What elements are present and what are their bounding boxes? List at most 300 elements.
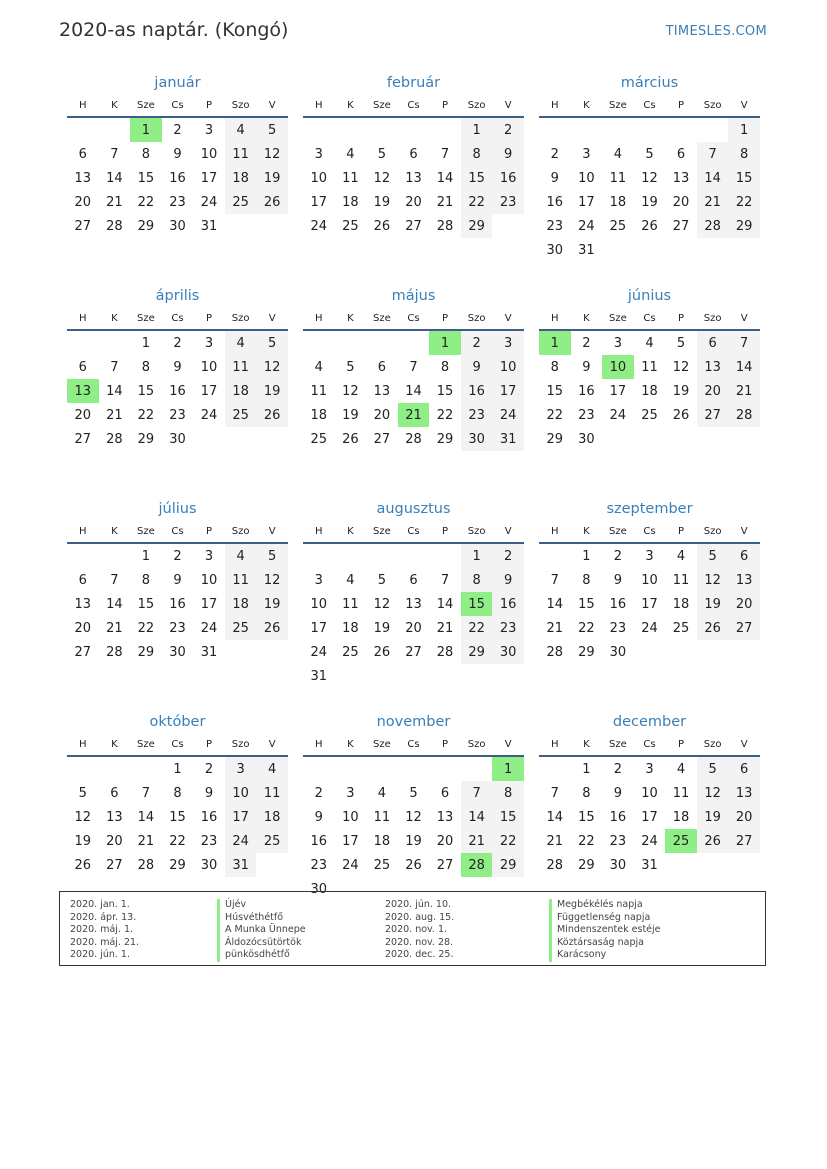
weekday-label: K [347,738,354,750]
day-cell: 6 [110,785,119,801]
weekday-header [303,733,524,757]
weekday-label: Cs [643,525,656,537]
day-cell: 23 [310,857,328,873]
month-calendar [67,498,288,711]
day-cell: 4 [676,548,686,564]
day-cell: 7 [409,359,418,375]
day-cell: 3 [346,785,355,801]
weekday-label: V [740,525,748,537]
month-title: július [158,501,197,517]
holiday-day-cell: 1 [130,118,162,142]
day-cell: 19 [342,407,359,423]
empty-cell [398,757,430,781]
day-cell: 30 [461,427,493,451]
weekday-label: Szo [703,525,722,537]
holiday-name: Mindenszentek estéje [557,924,661,936]
month-calendar [303,72,524,285]
day-cell: 20 [405,194,422,210]
day-cell: 21 [106,194,123,210]
day-cell: 7 [110,572,119,588]
day-cell: 13 [74,596,92,612]
day-cell: 9 [173,146,182,162]
day-cell: 14 [436,596,454,612]
weekday-label: Szo [467,312,486,324]
day-cell: 19 [697,592,729,616]
day-cell: 2 [492,544,524,568]
day-cell: 11 [373,809,391,825]
day-cell: 28 [436,644,454,660]
day-cell: 22 [137,620,155,636]
day-cell: 4 [377,785,387,801]
day-cell: 20 [74,620,92,636]
month-calendar [303,498,524,711]
day-cell: 9 [492,142,524,166]
day-cell: 3 [645,548,654,564]
day-cell: 21 [697,190,729,214]
day-cell: 8 [582,785,591,801]
holiday-name: Megbékélés napja [557,899,643,910]
empty-cell [335,757,367,781]
day-cell: 13 [405,596,422,612]
day-grid [67,331,288,451]
holiday-date: 2020. nov. 28. [385,936,454,948]
weekday-label: K [111,99,118,111]
weekday-label: V [504,525,512,537]
weekday-label: Szo [703,312,722,324]
holiday-date: 2020. jan. 1. [70,899,130,910]
day-cell: 5 [645,146,654,162]
day-cell: 10 [492,355,524,379]
day-cell: 11 [609,170,627,186]
day-cell: 16 [169,170,186,186]
day-cell: 18 [373,833,391,849]
day-cell: 20 [74,194,92,210]
day-cell: 3 [204,548,214,564]
day-cell: 9 [173,359,182,375]
weekday-label: Sze [373,738,391,750]
day-cell: 15 [461,166,493,190]
weekday-label: K [347,312,354,324]
day-cell: 20 [672,194,690,210]
day-cell: 7 [440,572,450,588]
weekday-label: Szo [231,738,250,750]
day-cell: 2 [173,122,182,138]
month-calendar [67,72,288,285]
day-cell: 30 [609,857,627,873]
day-grid [67,757,288,877]
empty-cell [366,118,398,142]
day-cell: 20 [106,833,123,849]
day-cell: 7 [110,146,119,162]
day-cell: 16 [492,592,524,616]
holiday-date: 2020. aug. 15. [385,911,455,923]
day-cell: 28 [106,431,123,447]
month-title: november [376,714,451,730]
holiday-legend [59,891,766,966]
day-cell: 2 [204,761,214,777]
day-cell: 13 [373,383,391,399]
day-cell: 19 [641,194,658,210]
day-cell: 6 [78,572,87,588]
day-cell: 22 [436,407,454,423]
day-cell: 6 [409,146,418,162]
empty-cell [99,544,131,568]
day-cell: 12 [342,383,359,399]
day-cell: 29 [137,644,155,660]
month-title: január [154,75,201,91]
holiday-name: Újév [225,899,247,910]
weekday-label: H [551,738,559,750]
day-cell: 4 [613,146,623,162]
day-cell: 10 [641,572,658,588]
day-cell: 23 [169,407,186,423]
day-cell: 13 [697,355,729,379]
day-cell: 29 [169,857,186,873]
day-cell: 8 [141,572,151,588]
holiday-date: 2020. máj. 1. [70,924,134,936]
weekday-label: K [347,99,354,111]
holiday-name: Függetlenség napja [557,911,651,923]
day-cell: 11 [310,383,328,399]
day-cell: 23 [609,833,627,849]
weekday-label: K [347,525,354,537]
day-cell: 20 [373,407,391,423]
empty-cell [303,118,335,142]
day-cell: 22 [492,829,524,853]
day-cell: 30 [609,644,627,660]
day-cell: 11 [672,572,690,588]
day-cell: 12 [256,142,288,166]
day-cell: 10 [342,809,359,825]
weekday-label: P [442,525,449,537]
weekday-label: Sze [373,525,391,537]
day-cell: 5 [346,359,355,375]
day-cell: 25 [342,218,359,234]
day-cell: 24 [609,407,627,423]
weekday-label: Szo [703,738,722,750]
day-cell: 26 [373,218,391,234]
day-cell: 5 [256,544,288,568]
day-cell: 23 [578,407,595,423]
day-cell: 14 [546,596,564,612]
day-grid [67,118,288,238]
holiday-day-cell: 15 [461,592,493,616]
weekday-header [539,733,760,757]
day-cell: 6 [78,146,87,162]
day-cell: 3 [204,335,214,351]
day-cell: 26 [342,431,359,447]
day-cell: 30 [169,644,186,660]
empty-cell [335,118,367,142]
day-cell: 25 [373,857,391,873]
day-cell: 21 [436,194,454,210]
day-cell: 16 [492,166,524,190]
day-grid [539,118,760,262]
day-cell: 11 [342,170,359,186]
day-cell: 11 [225,568,257,592]
day-cell: 24 [492,403,524,427]
day-cell: 27 [405,644,422,660]
day-cell: 30 [578,431,595,447]
day-cell: 23 [169,620,186,636]
day-cell: 17 [609,383,627,399]
day-cell: 21 [436,620,454,636]
day-cell: 8 [550,359,559,375]
weekday-label: Szo [231,312,250,324]
day-cell: 17 [641,809,658,825]
empty-cell [398,331,430,355]
day-cell: 2 [613,548,623,564]
day-cell: 19 [256,379,288,403]
day-cell: 24 [200,407,218,423]
empty-cell [461,757,493,781]
empty-cell [67,757,99,781]
day-cell: 6 [728,544,760,568]
day-grid [67,544,288,664]
day-cell: 25 [225,403,257,427]
weekday-label: Cs [643,738,656,750]
weekday-label: H [79,525,87,537]
empty-cell [99,757,131,781]
day-cell: 8 [461,568,493,592]
day-cell: 12 [373,596,391,612]
day-cell: 18 [342,194,359,210]
weekday-label: Sze [373,99,391,111]
day-cell: 21 [546,620,564,636]
weekday-label: H [315,312,323,324]
month-title: február [386,75,441,91]
day-cell: 27 [672,218,690,234]
day-cell: 12 [672,359,690,375]
weekday-label: Cs [407,738,420,750]
empty-cell [335,331,367,355]
day-grid [303,544,524,688]
day-cell: 10 [310,596,328,612]
day-cell: 9 [204,785,214,801]
weekday-label: V [504,738,512,750]
day-grid [539,757,760,877]
weekday-header [303,307,524,331]
weekday-label: P [678,99,685,111]
weekday-label: Szo [467,99,486,111]
day-cell: 5 [676,335,686,351]
empty-cell [67,544,99,568]
month-calendar [539,285,760,498]
holiday-date: 2020. máj. 21. [70,936,140,948]
day-cell: 25 [310,431,328,447]
day-cell: 24 [225,829,257,853]
day-cell: 2 [492,118,524,142]
day-cell: 3 [314,572,323,588]
day-cell: 18 [256,805,288,829]
day-cell: 8 [141,359,151,375]
day-cell: 14 [106,170,123,186]
weekday-label: P [442,738,449,750]
weekday-label: Sze [609,525,627,537]
day-cell: 27 [405,218,422,234]
weekday-label: V [740,312,748,324]
day-cell: 23 [200,833,218,849]
empty-cell [665,118,697,142]
day-cell: 12 [641,170,658,186]
day-cell: 8 [173,785,182,801]
day-cell: 28 [106,644,123,660]
day-cell: 1 [728,118,760,142]
day-cell: 16 [461,379,493,403]
day-cell: 1 [582,548,591,564]
day-cell: 5 [697,757,729,781]
day-cell: 2 [461,331,493,355]
weekday-label: V [268,99,276,111]
day-cell: 14 [461,805,493,829]
day-grid [303,118,524,238]
empty-cell [99,331,131,355]
day-cell: 31 [200,644,218,660]
holiday-day-cell: 28 [461,853,493,877]
day-cell: 14 [106,383,123,399]
day-cell: 25 [641,407,658,423]
weekday-label: Cs [171,738,184,750]
weekday-label: V [504,99,512,111]
day-cell: 7 [728,331,760,355]
holiday-name: Köztársaság napja [557,936,644,948]
day-cell: 21 [728,379,760,403]
day-cell: 4 [676,761,686,777]
empty-cell [335,544,367,568]
empty-cell [99,118,131,142]
weekday-label: Szo [467,525,486,537]
day-cell: 17 [200,170,218,186]
empty-cell [67,118,99,142]
day-cell: 27 [74,644,92,660]
day-cell: 6 [676,146,686,162]
day-cell: 7 [440,146,450,162]
month-title: június [627,288,672,304]
day-cell: 29 [137,218,155,234]
holiday-names-col1 [217,899,306,962]
weekday-header [67,520,288,544]
day-cell: 27 [436,857,454,873]
day-cell: 7 [110,359,119,375]
month-title: szeptember [606,501,693,517]
weekday-label: H [315,738,323,750]
month-title: május [391,288,436,304]
brand-link[interactable]: TIMESLES.COM [665,24,767,39]
empty-cell [539,757,571,781]
day-cell: 20 [436,833,454,849]
day-cell: 10 [578,170,595,186]
day-cell: 24 [200,620,218,636]
holiday-date: 2020. nov. 1. [385,924,448,936]
weekday-label: H [315,525,323,537]
empty-cell [571,118,603,142]
weekday-label: V [268,525,276,537]
day-cell: 7 [461,781,493,805]
day-cell: 5 [256,118,288,142]
day-cell: 1 [461,544,493,568]
weekday-label: Szo [231,525,250,537]
month-calendar [67,285,288,498]
day-cell: 31 [225,853,257,877]
weekday-header [539,94,760,118]
day-cell: 8 [728,142,760,166]
day-cell: 28 [405,431,422,447]
weekday-label: H [79,312,87,324]
day-cell: 13 [672,170,690,186]
day-cell: 6 [728,757,760,781]
weekday-label: Sze [137,738,155,750]
day-cell: 26 [256,616,288,640]
day-cell: 29 [578,857,595,873]
day-cell: 9 [582,359,591,375]
day-cell: 12 [256,568,288,592]
holiday-name: pünkösdhétfő [225,949,290,961]
day-cell: 14 [405,383,422,399]
empty-cell [429,544,461,568]
day-cell: 20 [728,592,760,616]
day-cell: 9 [613,572,623,588]
day-cell: 2 [173,335,182,351]
day-cell: 29 [492,853,524,877]
day-cell: 26 [74,857,92,873]
day-cell: 20 [405,620,422,636]
day-cell: 18 [225,379,257,403]
day-cell: 26 [641,218,658,234]
weekday-label: P [678,738,685,750]
day-cell: 11 [641,359,658,375]
day-cell: 5 [377,146,387,162]
day-cell: 14 [546,809,564,825]
month-title: december [612,714,687,730]
day-cell: 15 [169,809,186,825]
day-cell: 17 [200,596,218,612]
day-cell: 16 [310,833,328,849]
day-cell: 25 [609,218,627,234]
day-cell: 28 [106,218,123,234]
empty-cell [429,118,461,142]
day-cell: 31 [578,242,595,258]
holiday-day-cell: 1 [492,757,524,781]
day-cell: 29 [728,214,760,238]
day-cell: 17 [200,383,218,399]
day-cell: 8 [492,781,524,805]
day-cell: 10 [200,359,218,375]
day-cell: 5 [78,785,87,801]
day-cell: 27 [74,218,92,234]
day-cell: 22 [137,194,155,210]
day-cell: 14 [137,809,155,825]
day-cell: 5 [697,544,729,568]
day-cell: 1 [173,761,182,777]
day-cell: 23 [609,620,627,636]
holiday-name: Húsvéthétfő [225,911,284,923]
day-cell: 6 [377,359,387,375]
day-cell: 29 [546,431,564,447]
day-cell: 4 [314,359,323,375]
day-cell: 3 [204,122,214,138]
day-cell: 12 [697,568,729,592]
weekday-label: H [79,99,87,111]
holiday-day-cell: 1 [429,331,461,355]
weekday-label: V [268,738,276,750]
weekday-label: K [583,525,590,537]
day-cell: 8 [440,359,450,375]
day-cell: 10 [200,146,218,162]
day-cell: 15 [728,166,760,190]
day-cell: 12 [405,809,422,825]
day-cell: 6 [440,785,450,801]
weekday-label: Cs [171,525,184,537]
